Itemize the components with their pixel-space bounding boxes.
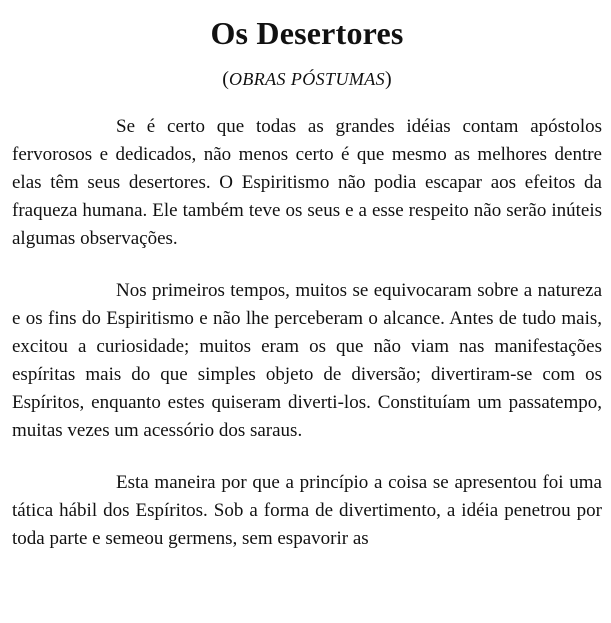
page-subtitle [12, 67, 602, 91]
subtitle-source: OBRAS PÓSTUMAS [228, 69, 386, 89]
paragraph-2: Nos primeiros tempos, muitos se equivocaram sobre a natureza e os fins do Espiritismo e não lhe perceberam o alcance. Antes de tudo mais, excitou a curiosidade; muitos eram os que não viam nas manifestações espíritas mais do que simples objeto de diversão; divertiram-se com os Espíritos, enquanto estes quiseram diverti-los. Constituíam um passatempo, muitas vezes um acessório dos saraus. [12, 280, 602, 441]
paragraph-1: Se é certo que todas as grandes idéias contam apóstolos fervorosos e dedicados, não menos certo é que mesmo as melhores dentre elas têm seus desertores. O Espiritismo não podia escapar aos efeitos da fraqueza humana. Ele também teve os seus e a esse respeito não serão inúteis algumas observações. [12, 116, 602, 249]
subtitle-open-paren: ( [222, 68, 229, 90]
page-title: Os Desertores [210, 15, 404, 51]
paragraph-3: Esta maneira por que a princípio a coisa se apresentou foi uma tática hábil dos Espíritos. Sob a forma de divertimento, a idéia penetrou por toda parte e semeou germens, sem espavorir as [12, 472, 602, 549]
subtitle-close-paren: ) [385, 68, 392, 90]
